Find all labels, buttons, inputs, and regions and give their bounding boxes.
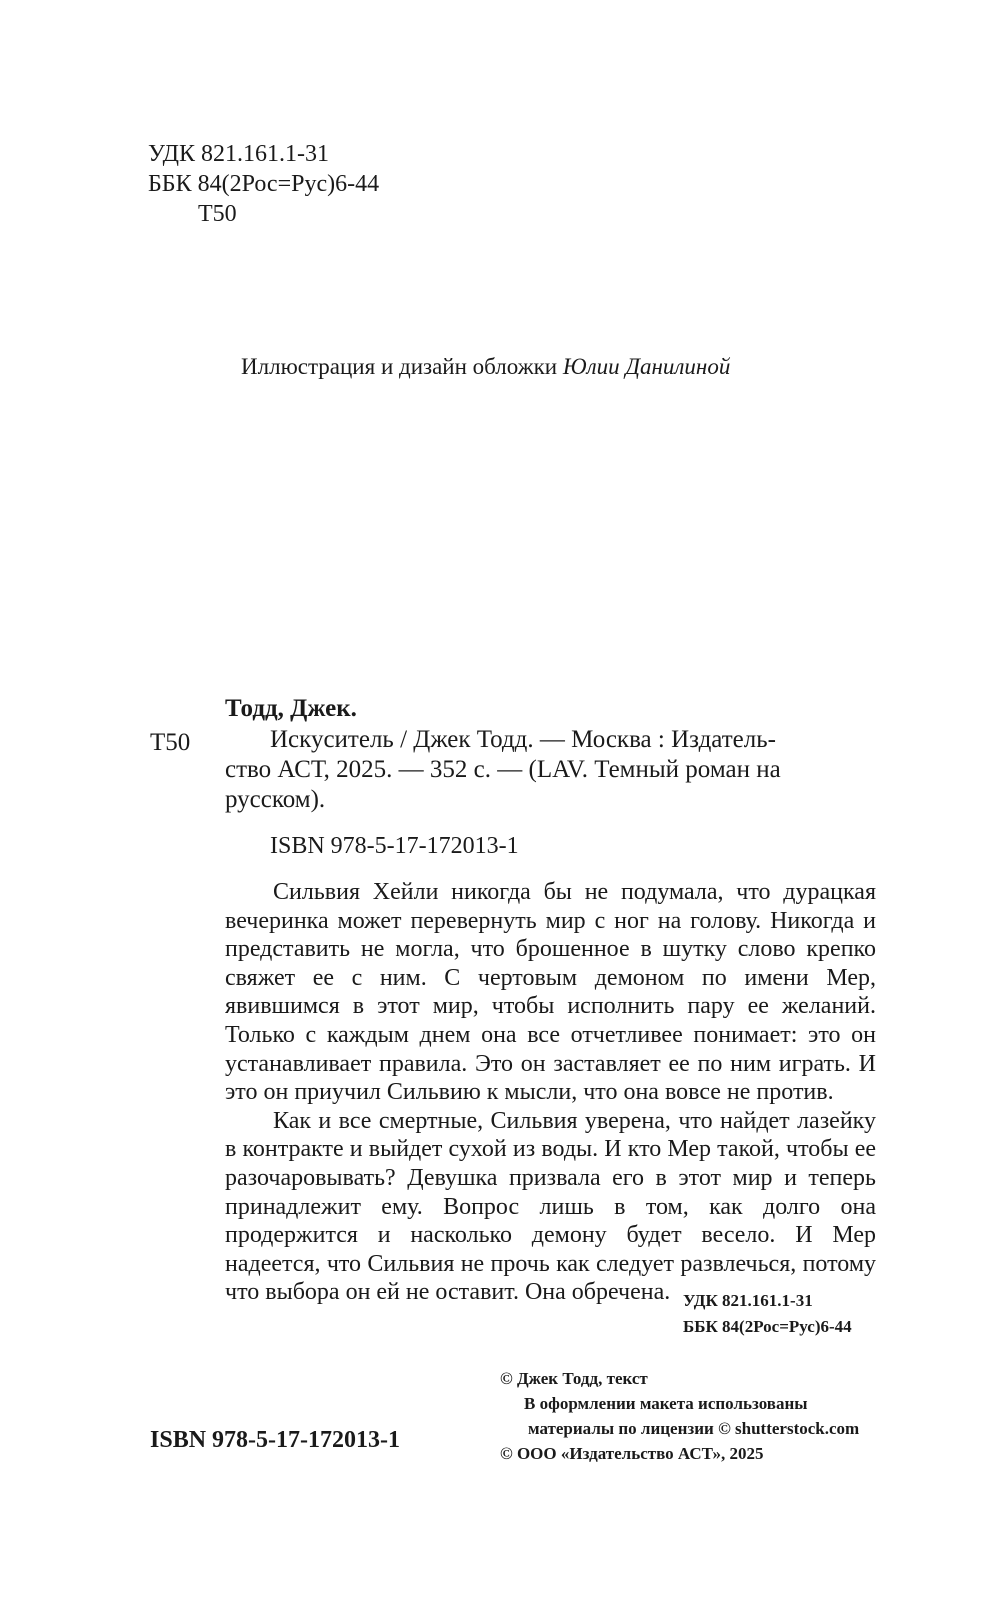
bbk-code: ББК 84(2Рос=Рус)6-44 [148, 171, 380, 197]
author-mark: Т50 [198, 201, 237, 227]
copyright-license: материалы по лицензии © shutterstock.com [528, 1419, 860, 1438]
record-line-3: русском). [225, 786, 326, 813]
cover-credit-text: Иллюстрация и дизайн обложки [241, 354, 558, 379]
record-line-1: Искуситель / Джек Тодд. — Москва : Издатель- [270, 726, 776, 753]
copyright-design-note: В оформлении макета использованы [524, 1394, 808, 1413]
annotation [225, 878, 876, 1307]
bottom-bbk-code: ББК 84(2Рос=Рус)6-44 [683, 1317, 852, 1336]
isbn-bottom: ISBN 978-5-17-172013-1 [150, 1427, 400, 1453]
record-author-mark: Т50 [150, 729, 191, 756]
record-isbn: ISBN 978-5-17-172013-1 [270, 833, 519, 859]
annotation-paragraph: Сильвия Хейли никогда бы не подумала, что дурацкая вечеринка может перевернуть мир с ног на голову. Никогда и представить не могла, что брошенное в шутку слово крепко свяжет ее с ним. С чертовым демоном по имени Мер, явившимся в этот мир, чтобы исполнить пару ее желаний. Только с каждым днем она все отчетливее понимает: это он устанавливает правила. Это он заставляет ее по ним играть. И это он приучил Сильвию к мысли, что она вовсе не против. [225, 879, 876, 1106]
udk-code: УДК 821.161.1-31 [148, 141, 329, 167]
copyright-publisher: © ООО «Издательство АСТ», 2025 [500, 1444, 764, 1463]
cover-credit-name: Юлии Данилиной [562, 354, 731, 379]
bottom-udk-code: УДК 821.161.1-31 [683, 1291, 813, 1310]
cover-credit [241, 354, 730, 380]
annotation-paragraph: Как и все смертные, Сильвия уверена, что найдет лазейку в контракте и выйдет сухой из воды. И кто Мер такой, чтобы ее разочаровывать? Девушка призвала его в этот мир и теперь принадлежит ему. Вопрос лишь в том, как долго она продержится и насколько демону будет весело. И Мер надеется, что Сильвия не прочь как следует развлечься, потому что выбора он ей не оставит. Она обречена. [225, 1107, 876, 1306]
record-line-2: ство АСТ, 2025. — 352 с. — (LAV. Темный роман на [225, 756, 781, 783]
copyright-text: © Джек Тодд, текст [500, 1369, 648, 1388]
author-heading: Тодд, Джек. [225, 695, 357, 722]
